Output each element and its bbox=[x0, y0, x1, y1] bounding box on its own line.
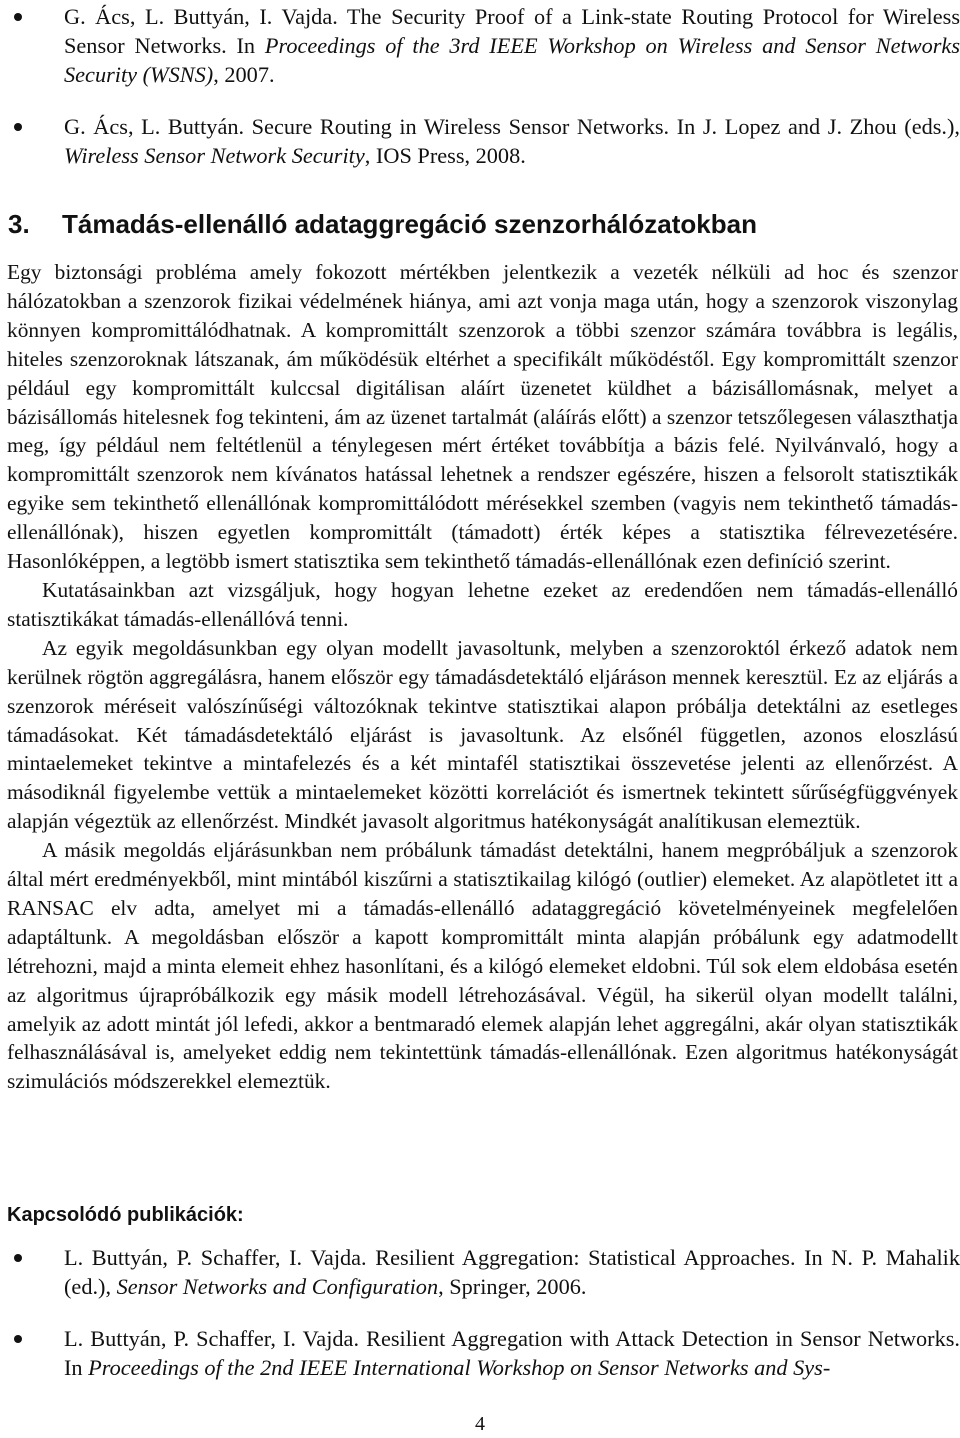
paragraph: Kutatásainkban azt vizsgáljuk, hogy hogyan lehetne ezeket az eredendően nem támadás-ellenálló statisztikákat támadás-ellenállóvá tenni. bbox=[7, 577, 958, 631]
bullet-icon bbox=[14, 1335, 22, 1343]
related-publications-heading: Kapcsolódó publikációk: bbox=[7, 1204, 244, 1226]
reference-item bbox=[0, 2, 960, 89]
reference-tail: , Springer, 2006. bbox=[438, 1274, 587, 1299]
reference-tail: , 2007. bbox=[213, 62, 275, 87]
reference-venue: Wireless Sensor Network Security bbox=[64, 143, 365, 168]
reference-venue: Sensor Networks and Configuration bbox=[116, 1274, 439, 1299]
reference-text: G. Ács, L. Buttyán, I. Vajda. The Security Proof of a Link-state Routing Protocol for Wireless Sensor Networks. In bbox=[64, 4, 960, 58]
reference-text: L. Buttyán, P. Schaffer, I. Vajda. Resilient Aggregation: Statistical Approaches. In N. P. Mahalik (ed.), bbox=[64, 1245, 960, 1299]
reference-venue: Proceedings of the 3rd IEEE Workshop on Wireless and Sensor Networks Security (WSNS) bbox=[64, 33, 960, 87]
reference-tail: , IOS Press, 2008. bbox=[364, 143, 526, 168]
reference-text: L. Buttyán, P. Schaffer, I. Vajda. Resilient Aggregation with Attack Detection in Sensor Networks. In bbox=[64, 1326, 960, 1380]
reference-list-related bbox=[0, 1243, 960, 1382]
section-title: Támadás-ellenálló adataggregáció szenzorhálózatokban bbox=[62, 209, 757, 239]
reference-item bbox=[0, 112, 960, 170]
paragraph: Egy biztonsági probléma amely fokozott mértékben jelentkezik a vezeték nélküli ad hoc és szenzor hálózatokban a szenzorok fizikai védelmének hiánya, ami azt vonja maga után, hogy a szenzorok viszonylag könnyen kompromittálódhatnak. A kompromittált szenzorok a többi szenzor számára továbbra is legális, hiteles szenzoroknak látszanak, ám működésük eltérhet a specifikált működéstől. Egy kompromittált szenzor például egy kompromittált kulccsal digitálisan aláírt üzenetet küldhet a bázisállomásnak, melyet a bázisállomás hitelesnek fog tekinteni, ám az üzenet tartalmát (aláírás előtt) a szenzor tetszőlegesen választhatja meg, így például nem feltétlenül a ténylegesen mért értéket továbbítja a bázis felé. Nyilvánvaló, hogy a kompromittált szenzorok nem kívánatos hatással lehetnek a rendszer egészére, hiszen a felsorolt statisztikák egyike sem tekinthető ellenállónak kompromittálódott mérésekkel szemben (vagyis nem tekinthető támadás-ellenállónak), hiszen egyetlen kompromittált (támadott) érték képes a statisztika félrevezetésére. Hasonlóképpen, a legtöbb ismert statisztika sem tekinthető támadás-ellenállónak ezen definíció szerint. bbox=[7, 260, 958, 574]
reference-item bbox=[0, 1243, 960, 1301]
bullet-icon bbox=[14, 1254, 22, 1262]
section-heading bbox=[8, 204, 958, 244]
reference-venue: Proceedings of the 2nd IEEE International Workshop on Sensor Networks and Sys- bbox=[88, 1355, 831, 1380]
paragraph: A másik megoldás eljárásunkban nem próbálunk támadást detektálni, hanem megpróbáljuk a szenzorok által mért eredményekből, mint mintából kiszűrni a statisztikailag kilógó (outlier) elemeket. Az alapötletet itt a RANSAC elv adta, amelyet mi a támadás-ellenálló adataggregáció követelményeinek megfelelően adaptáltunk. A megoldásban először a kapott kompromittált minta alapján próbálunk egy adatmodellt létrehozni, majd a minta elemeit ehhez hasonlítani, és a kilógó elemeket eldobni. Túl sok elem eldobása esetén az algoritmus újrapróbálkozik egy másik modell létrehozásával. Végül, ha sikerül olyan modellt találni, amelyik az adott mintát jól lefedi, akkor a bentmaradó elemek alapján lehet aggregálni, akár olyan statisztikák felhasználásával is, amelyeket eddig nem tekintettünk támadás-ellenállónak. Ezen algoritmus hatékonyságát szimulációs módszerekkel elemeztük. bbox=[7, 838, 958, 1094]
section-number: 3. bbox=[8, 209, 30, 239]
reference-item bbox=[0, 1324, 960, 1382]
section-body bbox=[7, 258, 958, 1096]
reference-list-top bbox=[0, 2, 960, 170]
paragraph: Az egyik megoldásunkban egy olyan modellt javasoltunk, melyben a szenzoroktól érkező adatok nem kerülnek rögtön aggregálásra, hanem először egy támadásdetektáló eljáráson mennek keresztül. Ez az eljárás a szenzorok méréseit valószínűségi változóknak tekintve statisztikai alapon próbálja detektálni az esetleges támadásokat. Két támadásdetektáló eljárást is javasoltunk. Az elsőnél független, azonos eloszlású mintaelemeket tekintve a mintafelezés és a két mintafél statisztikai összevetése jelenti az ellenőrzést. A másodiknál figyelembe vettük a mintaelemeket közötti korrelációt és ismertnek tekintett sűrűségfüggvények alapján végeztük az ellenőrzést. Mindkét javasolt algoritmus hatékonyságát analítikusan elemeztük. bbox=[7, 635, 958, 834]
bullet-icon bbox=[14, 123, 22, 131]
page-number: 4 bbox=[475, 1413, 485, 1435]
reference-text: G. Ács, L. Buttyán. Secure Routing in Wireless Sensor Networks. In J. Lopez and J. Zhou (eds.), bbox=[64, 114, 960, 139]
bullet-icon bbox=[14, 13, 22, 21]
